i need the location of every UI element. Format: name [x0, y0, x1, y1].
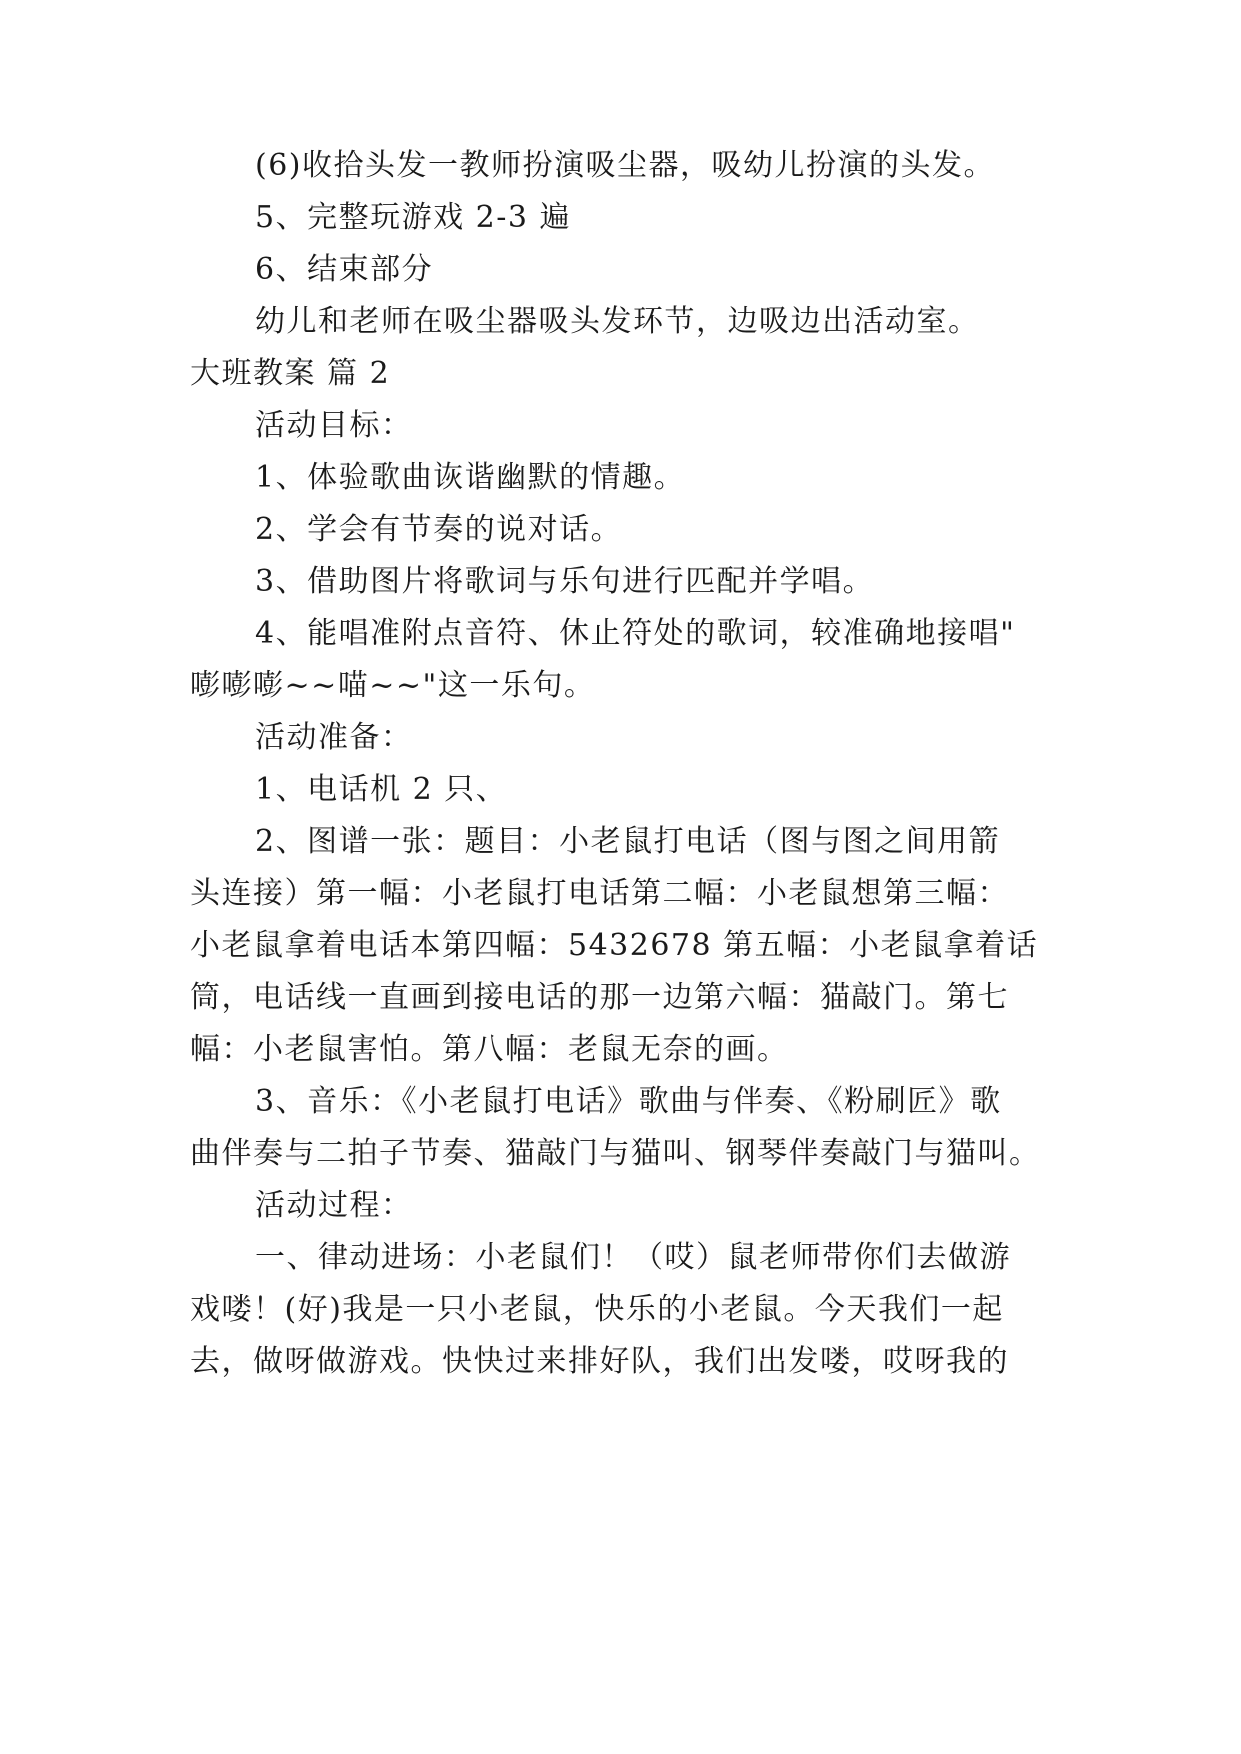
paragraph-line: 曲伴奏与二拍子节奏、猫敲门与猫叫、钢琴伴奏敲门与猫叫。: [190, 1136, 1041, 1171]
paragraph-line: 幅：小老鼠害怕。第八幅：老鼠无奈的画。: [190, 1032, 789, 1067]
paragraph-line: 1、体验歌曲诙谐幽默的情趣。: [255, 460, 686, 495]
paragraph-line: 1、电话机 2 只、: [255, 772, 508, 807]
paragraph-line: 幼儿和老师在吸尘器吸头发环节，边吸边出活动室。: [255, 304, 980, 339]
paragraph-line: 去，做呀做游戏。快快过来排好队，我们出发喽，哎呀我的: [190, 1344, 1009, 1379]
paragraph-line: 4、能唱准附点音符、休止符处的歌词，较准确地接唱": [255, 616, 1016, 651]
paragraph-line: 5、完整玩游戏 2-3 遍: [255, 200, 571, 235]
paragraph-line: 3、音乐：《小老鼠打电话》歌曲与伴奏、《粉刷匠》歌: [255, 1084, 1002, 1119]
paragraph-line: 一、律动进场：小老鼠们！（哎）鼠老师带你们去做游: [255, 1240, 1011, 1275]
paragraph-line: 2、图谱一张：题目：小老鼠打电话（图与图之间用箭: [255, 824, 1001, 859]
subheading-preparation: 活动准备：: [255, 720, 413, 755]
paragraph-line: 筒，电话线一直画到接电话的那一边第六幅：猫敲门。第七: [190, 980, 1009, 1015]
paragraph-line: 嘭嘭嘭~~喵~~"这一乐句。: [190, 668, 596, 703]
section-heading: 大班教案 篇 2: [190, 356, 391, 391]
paragraph-line: 2、学会有节奏的说对话。: [255, 512, 623, 547]
paragraph-line: 头连接）第一幅：小老鼠打电话第二幅：小老鼠想第三幅：: [190, 876, 1009, 911]
paragraph-line: 戏喽！(好)我是一只小老鼠，快乐的小老鼠。今天我们一起: [190, 1292, 1004, 1327]
paragraph-line: 6、结束部分: [255, 252, 434, 287]
paragraph-line: 小老鼠拿着电话本第四幅：5432678 第五幅：小老鼠拿着话: [190, 928, 1039, 963]
subheading-goals: 活动目标：: [255, 408, 413, 443]
paragraph-line: (6)收拾头发一教师扮演吸尘器，吸幼儿扮演的头发。: [255, 148, 995, 183]
paragraph-line: 3、借助图片将歌词与乐句进行匹配并学唱。: [255, 564, 875, 599]
subheading-process: 活动过程：: [255, 1188, 413, 1223]
